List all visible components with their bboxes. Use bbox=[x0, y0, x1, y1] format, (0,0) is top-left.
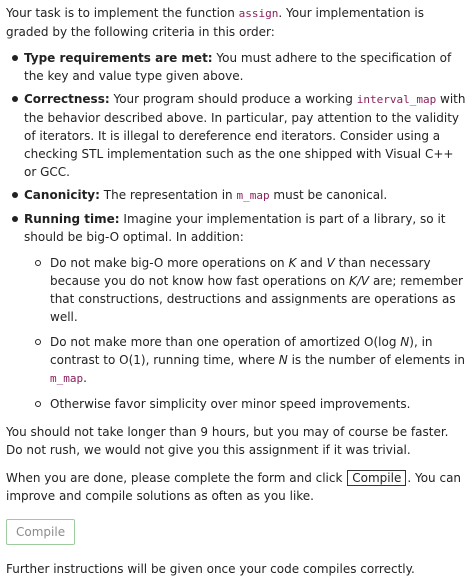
circle-bullet-icon bbox=[35, 260, 41, 266]
footer-note: Further instructions will be given once your code compiles correctly. bbox=[6, 562, 415, 576]
circle-bullet-icon bbox=[35, 401, 41, 407]
m-map-code: m_map bbox=[50, 372, 84, 385]
m-map-code: m_map bbox=[236, 189, 270, 202]
intro-paragraph: Your task is to implement the function assign. Your implementation is graded by the following criteria in this order: bbox=[6, 6, 424, 39]
function-name-code: assign bbox=[238, 7, 279, 20]
bullet-icon bbox=[12, 55, 18, 61]
criterion-correctness: Correctness: Your program should produce a working interval_map with the behavior described above. In particular, pay attention to the validity of iterators. It is illegal to dereference end iterators. Consider using a checking STL implementation such as the one shipped with Visual C++ or GCC. bbox=[12, 90, 467, 181]
interval-map-code: interval_map bbox=[356, 93, 437, 106]
compile-button[interactable]: Compile bbox=[6, 519, 75, 545]
criterion-canonicity: Canonicity: The representation in m_map must be canonical. bbox=[12, 186, 467, 205]
sub-item-amortized: Do not make more than one operation of amortized O(log N), in contrast to O(1), running time, where N is the number of elements in m_map. bbox=[34, 333, 467, 388]
circle-bullet-icon bbox=[35, 339, 41, 345]
criteria-list bbox=[6, 49, 467, 413]
done-note: When you are done, please complete the form and click Compile . You can improve and compile solutions as often as you like. bbox=[6, 471, 462, 503]
bullet-icon bbox=[12, 216, 18, 222]
sub-item-big-o: Do not make big-O more operations on K and V than necessary because you do not know how fast operations on K/V are; remember that constructions, destructions and assignments are operations as well. bbox=[34, 254, 467, 326]
bullet-icon bbox=[12, 96, 18, 102]
criterion-type-requirements: Type requirements are met: You must adhere to the specification of the key and value type given above. bbox=[12, 49, 467, 85]
bullet-icon bbox=[12, 192, 18, 198]
criterion-running-time: Running time: Imagine your implementation is part of a library, so it should be big-O optimal. In addition: Do not make big-O more operations on K and V than necessary because you do not know how fast operations on K/V are; remember that constructions, destructions and assignments are operations as well. Do not make more than one operation of amortized O(log N), in contrast to O(1), running time, where N is the number of elements in m_map. Otherwise favor simplicity over minor speed improvements. bbox=[12, 210, 467, 413]
sub-item-simplicity: Otherwise favor simplicity over minor speed improvements. bbox=[34, 395, 467, 413]
running-time-sublist bbox=[24, 254, 467, 413]
time-note: You should not take longer than 9 hours, but you may of course be faster. Do not rush, we would not give you this assignment if it was trivial. bbox=[6, 425, 449, 457]
inline-compile-label: Compile bbox=[347, 470, 406, 486]
